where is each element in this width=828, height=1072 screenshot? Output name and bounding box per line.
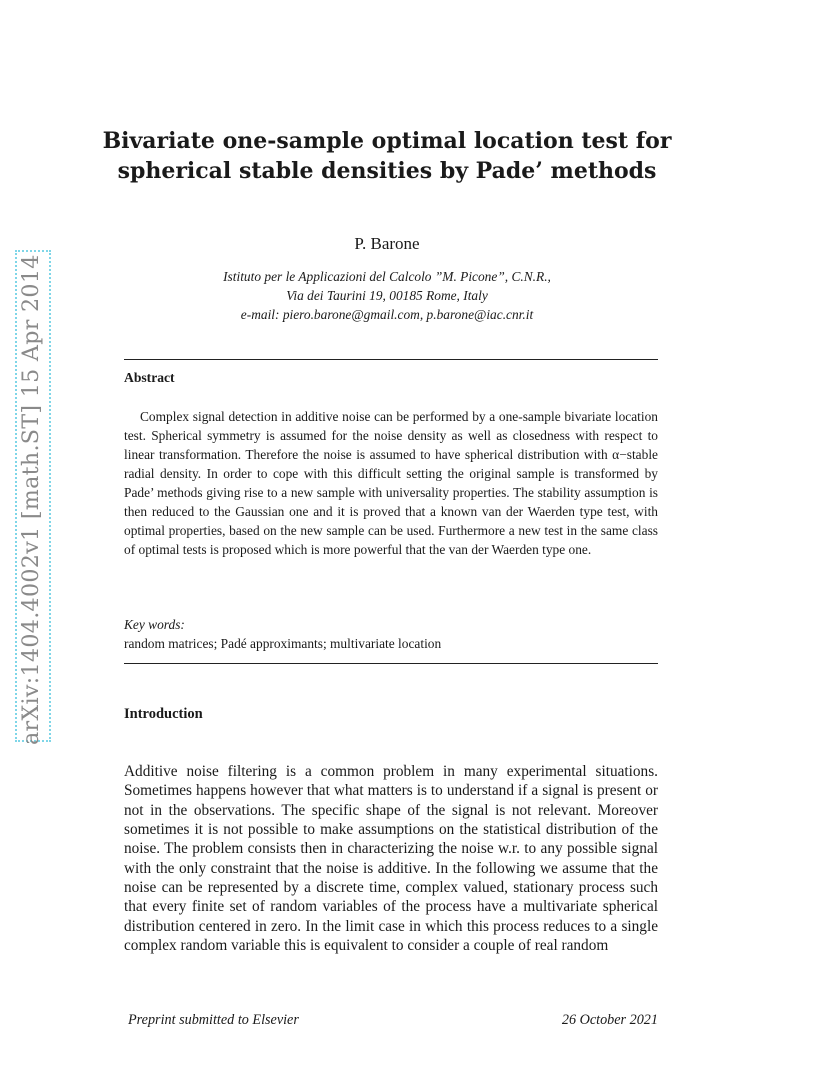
keywords-text: random matrices; Padé approximants; multivariate location — [124, 636, 442, 651]
keywords-label: Key words: — [124, 617, 185, 632]
introduction-body — [124, 762, 658, 955]
affiliation-line-email: e-mail: piero.barone@gmail.com, p.barone@iac.cnr.it — [240, 307, 534, 322]
introduction-text: Additive noise filtering is a common problem in many experimental situations. Sometimes happens however that what matters is to understand if a signal is present or not in the observations. The specific shape of the signal is not relevant. Moreover sometimes it is not possible to make assumptions on the statistical distribution of the noise. The problem consists then in characterizing the noise w.r. to any possible signal with the only constraint that the noise is additive. In the following we assume that the noise can be represented by a discrete time, complex valued, stationary process such that every finite set of random variables of the process have a multivariate spherical distribution centered in zero. In the limit case in which this process reduces to a single complex random variable this is equivalent to consider a couple of real random — [124, 763, 658, 955]
introduction-heading: Introduction — [124, 706, 203, 722]
author-name: P. Barone — [354, 234, 420, 253]
page-footer — [128, 1012, 658, 1029]
abstract-heading: Abstract — [124, 370, 175, 385]
keywords-block — [124, 615, 658, 653]
footer-date: 26 October 2021 — [561, 1012, 658, 1028]
arxiv-identifier: arXiv:1404.4002v1 [math.ST] 15 Apr 2014 — [18, 254, 44, 745]
abstract-bottom-rule — [124, 663, 658, 664]
affiliation-line-institute: Istituto per le Applicazioni del Calcolo ”M. Picone”, C.N.R., — [223, 269, 551, 284]
footer-preprint-note: Preprint submitted to Elsevier — [128, 1012, 299, 1028]
abstract-text: Complex signal detection in additive noise can be performed by a one-sample bivariate location test. Spherical symmetry is assumed for the noise density as well as closedness with respect to linear transformation. Therefore the noise is assumed to have spherical distribution with α−stable radial density. In order to cope with this difficult setting the original sample is transformed by Pade’ methods giving rise to a new sample with universality properties. The stability assumption is then reduced to the Gaussian one and it is proved that a known van der Waerden type test, with optimal properties, based on the new sample can be used. Furthermore a new test in the same class of optimal tests is proposed which is more powerful that the van der Waerden type one. — [124, 409, 658, 557]
paper-title: Bivariate one-sample optimal location test for spherical stable densities by Pade’ methods — [102, 128, 672, 184]
affiliation-block — [84, 267, 690, 324]
abstract-top-rule — [124, 359, 658, 360]
abstract-body — [124, 407, 658, 559]
affiliation-line-address: Via dei Taurini 19, 00185 Rome, Italy — [286, 288, 488, 303]
